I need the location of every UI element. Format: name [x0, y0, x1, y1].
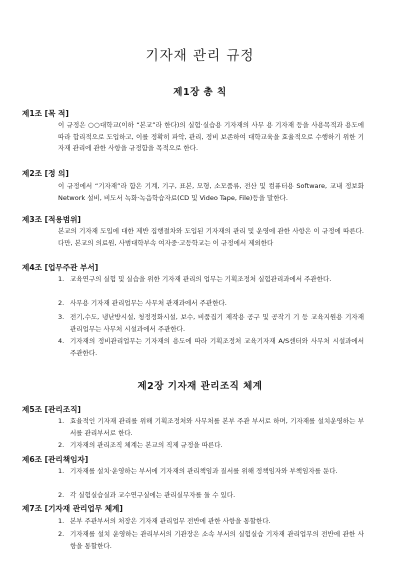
item-number: 2.: [58, 530, 65, 538]
item-text: 기자재의 관리조직 체계는 본교의 직제 규정을 따른다.: [70, 441, 223, 449]
article-7-item-1: [58, 516, 364, 528]
article-2-heading: 제2조 [정 의]: [22, 169, 69, 178]
item-text: 전기,수도, 냉난방시설, 청정정화시설, 보수, 비품집기 제작용 공구 및 공작기 기 등 교육지원용 기자재 관리업무는 사무처 시설과에서 주관한다.: [70, 313, 364, 333]
article-5-heading: 제5조 [관리조직]: [22, 405, 81, 414]
article-1-heading: 제1조 [목 적]: [22, 109, 69, 118]
article-4-heading: 제4조 [업무주관 부서]: [22, 263, 99, 272]
article-2-paragraph: 이 규정에서 “기자재”라 함은 기계, 기구, 표본, 모형, 소모품류, 전산 및 컴퓨터용 Software, 교내 정보화 Network 설비, 비도서 녹화·녹음학습자료(CD 및 Video Tape, File)등을 말한다.: [58, 182, 364, 202]
article-3-paragraph: 본교의 기자재 도입에 대한 제반 집행절차와 도입된 기자재의 관리 및 운영에 관한 사항은 이 규정에 따른다. 다만, 본교의 의료원, 사범대학부속 여자중·고등학교는 이 규정에서 제외한다: [58, 227, 364, 247]
article-4-item-3: [58, 312, 364, 335]
article-6-heading: 제6조 [관리책임자]: [22, 455, 89, 464]
article-7-heading: 제7조 [기자재 관리업무 체계]: [22, 504, 123, 513]
item-number: 1.: [58, 275, 65, 283]
item-text: 기자재의 정비관리업무는 기자재의 용도에 따라 기획조정처 교육기자재 A/S센터와 사무처 시설과에서 주관한다.: [70, 337, 364, 357]
article-4-item-4: [58, 336, 364, 359]
article-7-item-2: [58, 529, 364, 552]
item-number: 3.: [58, 313, 65, 321]
article-6-item-2: [58, 490, 364, 502]
item-number: 2.: [58, 491, 65, 499]
item-text: 본부 주관부서의 처장은 기자재 관리업무 전반에 관한 사항을 통할한다.: [70, 517, 271, 525]
article-1-paragraph: 이 규정은 ○○대학교(이하 “본교”라 한다)의 실험·실습용 기자재의 사무 용 기자재 등을 사용목적과 용도에 따라 합리적으로 도입하고, 이를 정확히 파악, 관리, 정비 보존하여 대학교육을 효율적으로 수행하기 위한 기자재 관리에 관한 사항을 규정함을 목적으로 한다.: [58, 121, 364, 152]
item-text: 교육연구의 실험 및 실습을 위한 기자재 관리의 업무는 기획조정처 실험관리과에서 주관한다.: [70, 275, 332, 283]
item-number: 1.: [58, 417, 65, 425]
item-number: 1.: [58, 467, 65, 475]
article-6-item-1: [58, 466, 364, 478]
item-text: 기자재를 설치·운영하는 부서에 기자재의 관리책임과 질서를 위해 정책임자와 부책임자를 둔다.: [70, 467, 338, 475]
article-5-item-2: [58, 440, 364, 452]
item-number: 2.: [58, 441, 65, 449]
article-3-heading: 제3조 [적용범위]: [22, 215, 81, 224]
item-text: 기자재를 설치 운영하는 관리부서의 기관장은 소속 부서의 실험실습 기자재 관리업무의 전반에 관한 사항을 통할한다.: [70, 530, 364, 550]
article-4-item-2: [58, 298, 364, 310]
article-4-item-1: [58, 274, 364, 286]
item-number: 2.: [58, 299, 65, 307]
chapter-2-title: 제2장 기자재 관리조직 체계: [137, 381, 263, 392]
item-text: 각 실험실습실과 교수연구실에는 관리실무자를 둘 수 있다.: [70, 491, 236, 499]
chapter-1-title: 제1장 총 칙: [173, 87, 227, 98]
item-text: 효율적인 기자재 관리를 위해 기획조정처와 사무처를 본부 주관 부서로 하며, 기자재를 설치운영하는 부서를 관리부서로 한다.: [70, 417, 364, 437]
item-number: 4.: [58, 337, 65, 345]
item-number: 1.: [58, 517, 65, 525]
article-5-item-1: [58, 416, 364, 439]
item-text: 사무용 기자재 관리업무는 사무처 관재과에서 주관한다.: [70, 299, 227, 307]
document-title: 기자재 관리 규정: [145, 48, 255, 64]
